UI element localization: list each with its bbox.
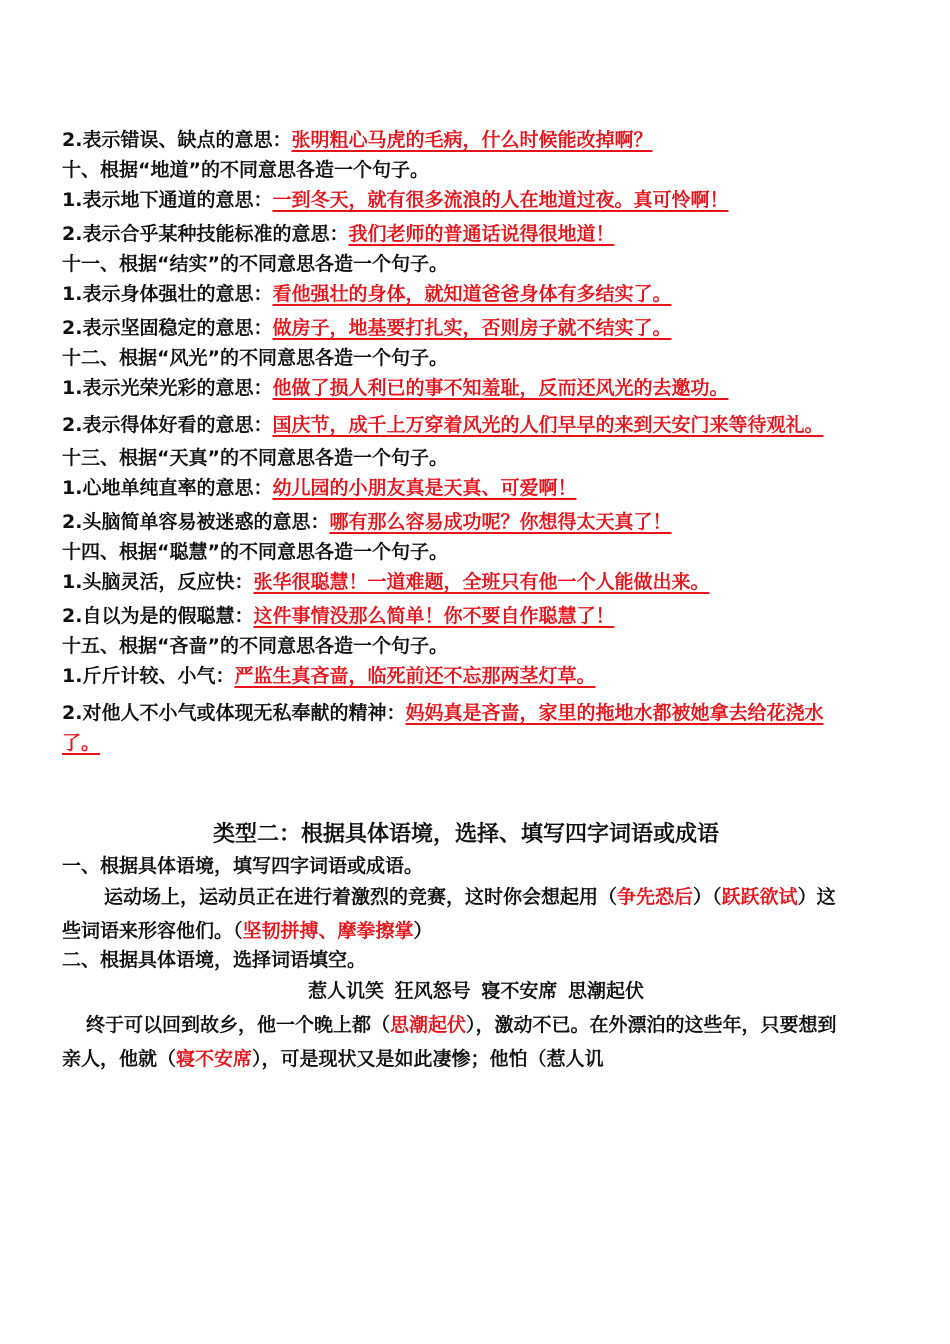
item-label: 2.头脑简单容易被迷惑的意思： (62, 511, 330, 533)
question-heading: 十四、根据“聪慧”的不同意思各造一个句子。 (62, 541, 448, 563)
question-heading: 十一、根据“结实”的不同意思各造一个句子。 (62, 253, 448, 275)
sentence-item (62, 372, 850, 406)
q2-text-b: ），激动不已。在外漂泊的这些年，只要想到亲人，他就（ (62, 1014, 837, 1070)
sentence-item (62, 312, 850, 346)
item-answer: 哪有那么容易成功呢？你想得太天真了！ (329, 511, 672, 533)
sentence-item (62, 600, 850, 634)
word-bank-item: 思潮起伏 (567, 980, 644, 1002)
sentence-item (62, 472, 850, 506)
item-answer: 国庆节，成千上万穿着风光的人们早早的来到天安门来等待观礼。 (272, 414, 824, 436)
q1-answer-3: 坚韧拼搏、摩拳擦掌 (242, 920, 414, 942)
item-label: 2.自以为是的假聪慧： (62, 605, 254, 627)
item-answer: 我们老师的普通话说得很地道！ (348, 223, 615, 245)
q1-text-b: ）（ (693, 886, 722, 908)
item-answer: 一到冬天，就有很多流浪的人在地道过夜。真可怜啊！ (272, 189, 729, 211)
question-heading: 十三、根据“天真”的不同意思各造一个句子。 (62, 447, 448, 469)
sentence-item (62, 218, 850, 252)
item-label: 2.表示坚固稳定的意思： (62, 317, 273, 339)
item-label: 2.表示得体好看的意思： (62, 414, 273, 436)
item-answer: 幼儿园的小朋友真是天真、可爱啊！ (272, 477, 577, 499)
word-bank (62, 974, 850, 1008)
sentence-item (62, 124, 850, 158)
sentence-item (62, 406, 850, 446)
sentence-item (62, 694, 850, 764)
word-bank-item: 惹人讥笑 (308, 980, 385, 1002)
item-answer: 他做了损人利已的事不知羞耻，反而还风光的去邀功。 (272, 377, 729, 399)
item-label: 1.心地单纯直率的意思： (62, 477, 273, 499)
sentence-item (62, 506, 850, 540)
question-heading-1: 一、根据具体语境，填写四字词语或成语。 (62, 855, 424, 877)
sentence-item (62, 566, 850, 600)
sentence-item (62, 278, 850, 312)
q1-answer-2: 跃跃欲试 (721, 886, 798, 908)
item-label: 1.表示身体强壮的意思： (62, 283, 273, 305)
question-heading: 十二、根据“风光”的不同意思各造一个句子。 (62, 347, 448, 369)
sentence-item (62, 660, 850, 694)
q1-text-d: ） (413, 920, 433, 942)
item-answer: 看他强壮的身体，就知道爸爸身体有多结实了。 (272, 283, 672, 305)
item-label: 1.表示地下通道的意思： (62, 189, 273, 211)
q2-answer-2: 寝不安席 (176, 1048, 253, 1070)
q1-text-a: 运动场上，运动员正在进行着激烈的竞赛，这时你会想起用（ (104, 886, 618, 908)
question-heading: 十五、根据“吝啬”的不同意思各造一个句子。 (62, 635, 448, 657)
question-heading: 十、根据“地道”的不同意思各造一个句子。 (62, 159, 429, 181)
question-2-paragraph (62, 1008, 850, 1076)
question-1-paragraph (62, 880, 850, 948)
item-label: 1.头脑灵活，反应快： (62, 571, 254, 593)
q2-text-c: ），可是现状又是如此凄惨；他怕（惹人讥 (252, 1048, 604, 1070)
q1-answer-1: 争先恐后 (617, 886, 694, 908)
item-label: 1.表示光荣光彩的意思： (62, 377, 273, 399)
q2-answer-1: 思潮起伏 (390, 1014, 467, 1036)
item-label: 2.对他人不小气或体现无私奉献的精神： (62, 702, 406, 724)
q2-text-a: 终于可以回到故乡，他一个晚上都（ (86, 1014, 391, 1036)
item-label: 2.表示合乎某种技能标准的意思： (62, 223, 349, 245)
sentence-exercises (62, 124, 850, 764)
item-answer: 严监生真吝啬，临死前还不忘那两茎灯草。 (234, 665, 596, 687)
section-title: 类型二：根据具体语境，选择、填写四字词语或成语 (212, 822, 719, 847)
item-label: 2.表示错误、缺点的意思： (62, 129, 292, 151)
item-answer: 张明粗心马虎的毛病，什么时候能改掉啊？ (291, 129, 653, 151)
word-bank-item: 寝不安席 (481, 980, 558, 1002)
item-label: 1.斤斤计较、小气： (62, 665, 235, 687)
q1-text-c: ）这些词语来形容他们。（ (62, 886, 836, 942)
sentence-item (62, 184, 850, 218)
item-answer: 妈妈真是吝啬，家里的拖地水都被她拿去给花浇水了。 (62, 702, 824, 754)
word-bank-item: 狂风怒号 (394, 980, 471, 1002)
section-gap (62, 764, 850, 820)
item-answer: 张华很聪慧！一道难题，全班只有他一个人能做出来。 (253, 571, 710, 593)
item-answer: 这件事情没那么简单！你不要自作聪慧了！ (253, 605, 615, 627)
question-heading-2: 二、根据具体语境，选择词语填空。 (62, 949, 367, 971)
item-answer: 做房子，地基要打扎实，否则房子就不结实了。 (272, 317, 672, 339)
